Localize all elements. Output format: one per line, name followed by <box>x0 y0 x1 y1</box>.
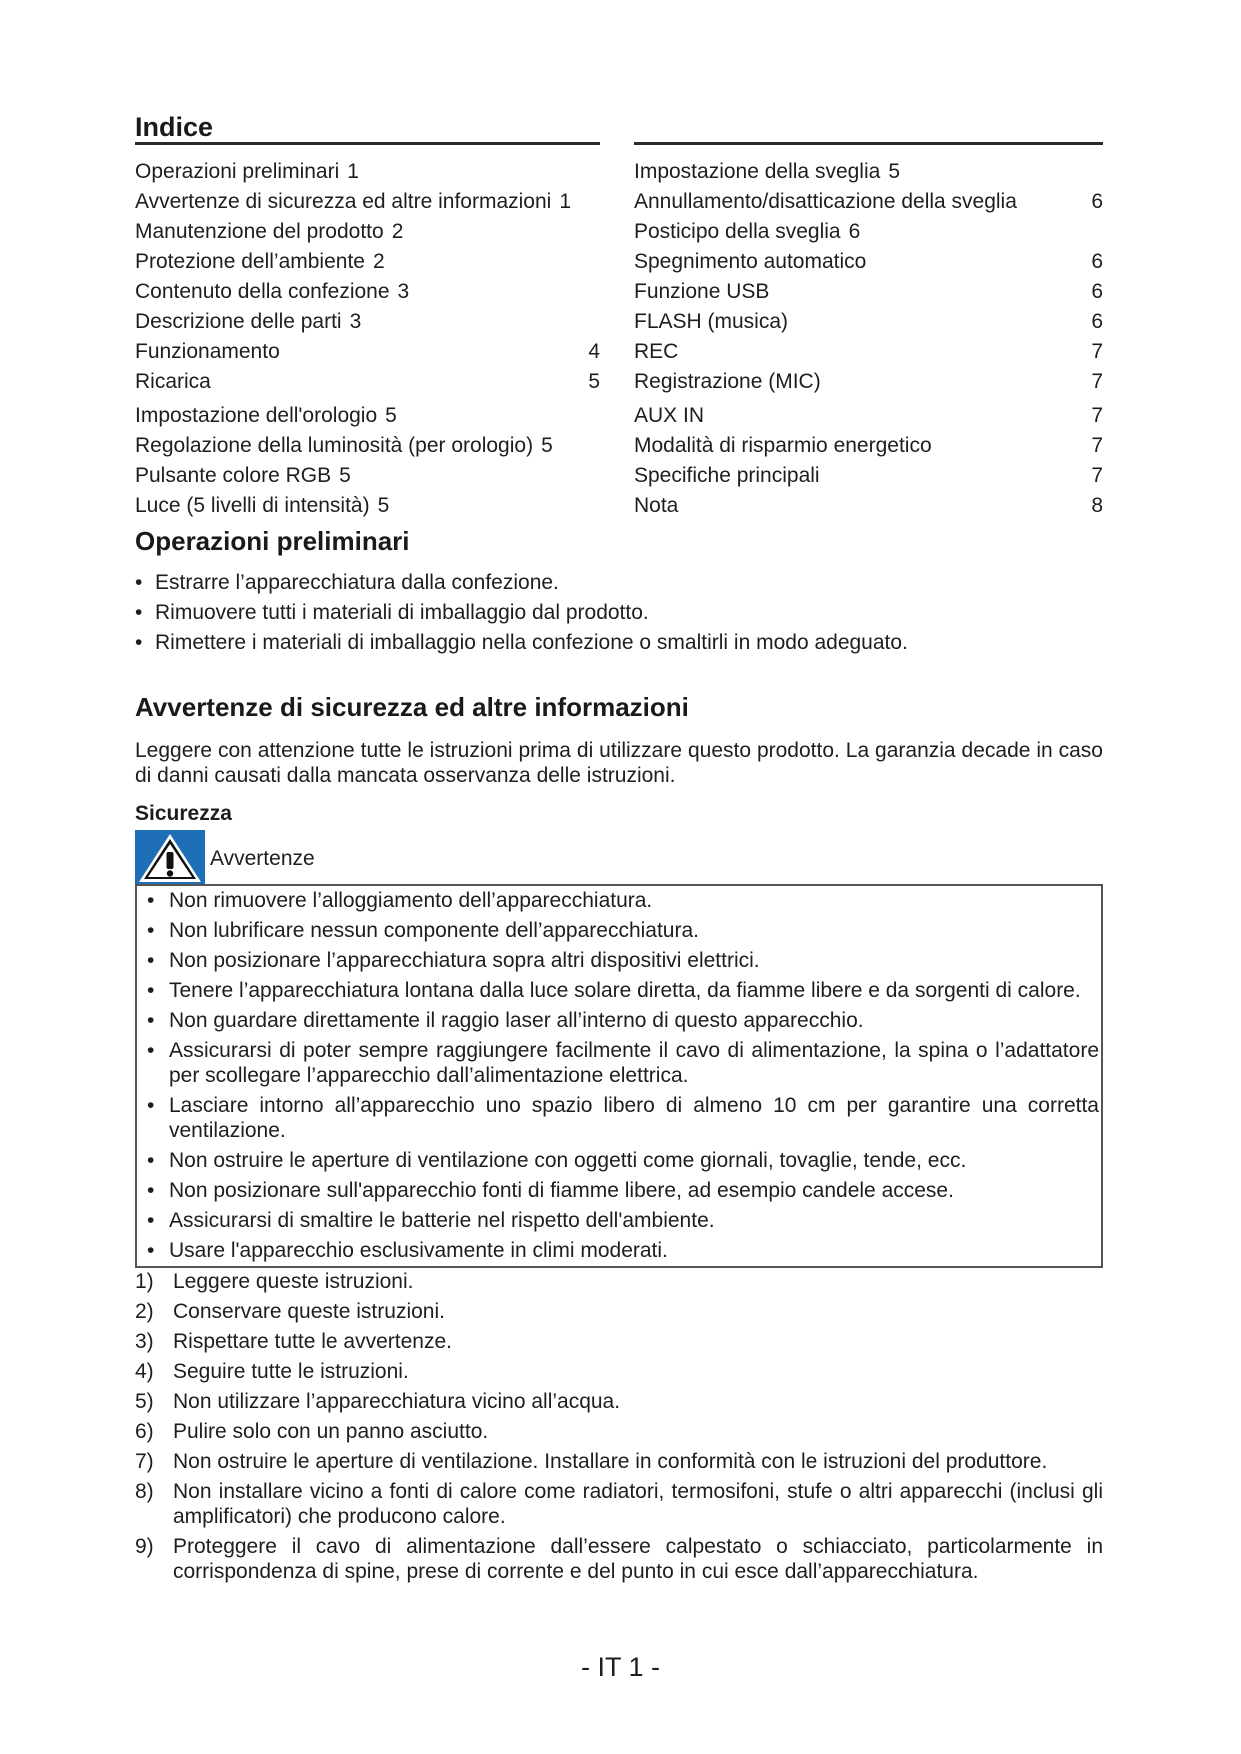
toc-entry-label: FLASH (musica) <box>634 310 789 333</box>
toc-entry-page: 3 <box>397 280 410 303</box>
warning-item: • Non rimuovere l’alloggiamento dell’apparecchiatura. <box>147 888 1099 913</box>
toc-entry-page: 5 <box>588 370 600 393</box>
toc-entry-page: 6 <box>1091 250 1103 273</box>
avvertenze-intro: Leggere con attenzione tutte le istruzioni prima di utilizzare questo prodotto. La garanzia decade in caso di danni causati dalla mancata osservanza delle istruzioni. <box>135 739 1103 787</box>
toc-entry-label: Spegnimento automatico <box>634 250 867 273</box>
warning-item: • Usare l'apparecchio esclusivamente in climi moderati. <box>147 1238 1099 1263</box>
toc-entry-label: Avvertenze di sicurezza ed altre informazioni <box>135 190 552 213</box>
toc-entry <box>634 367 1103 397</box>
toc-entry-label: Posticipo della sveglia <box>634 220 841 243</box>
toc-entry-page: 7 <box>1091 340 1103 363</box>
toc-entry-label: Funzione USB <box>634 280 770 303</box>
toc-entry-page: 2 <box>372 250 385 273</box>
toc-entry-page: 5 <box>541 434 553 457</box>
instruction-text: Non utilizzare l’apparecchiatura vicino all’acqua. <box>173 1390 621 1413</box>
toc-entry-label: Regolazione della luminosità (per orologio) <box>135 434 534 457</box>
toc-entry <box>634 217 1103 247</box>
toc-entry-label: Pulsante colore RGB <box>135 464 332 487</box>
toc-entry-label: AUX IN <box>634 404 705 427</box>
toc-entry-page: 2 <box>391 220 404 243</box>
toc-entry-page: 5 <box>377 494 390 517</box>
operazioni-list <box>135 568 1103 658</box>
instruction-text: Proteggere il cavo di alimentazione dall’essere calpestato o schiacciato, particolarmente in corrispondenza di spine, prese di corrente e del punto in cui esce dall’apparecchiatura. <box>173 1535 1103 1583</box>
toc-rule-left <box>135 142 600 145</box>
toc-entry <box>634 277 1103 307</box>
warning-item: • Assicurarsi di smaltire le batterie nel rispetto dell'ambiente. <box>147 1208 1099 1233</box>
toc-entry-page: 6 <box>1091 190 1103 213</box>
instructions-list <box>135 1269 1103 1589</box>
instruction-text: Non ostruire le aperture di ventilazione. Installare in conformità con le istruzioni del produttore. <box>173 1450 1048 1473</box>
warning-item: • Tenere l’apparecchiatura lontana dalla luce solare diretta, da fiamme libere e da sorgenti di calore. <box>147 978 1099 1003</box>
toc-entry-label: Contenuto della confezione <box>135 280 390 303</box>
operazioni-bullet: • Estrarre l’apparecchiatura dalla confezione. <box>135 568 1103 598</box>
warning-item: • Non lubrificare nessun componente dell’apparecchiatura. <box>147 918 1099 943</box>
toc-entry-label: Luce (5 livelli di intensità) <box>135 494 370 517</box>
toc-entry-page: 7 <box>1091 404 1103 427</box>
sicurezza-heading: Sicurezza <box>135 802 232 825</box>
warning-item: • Non guardare direttamente il raggio laser all’interno di questo apparecchio. <box>147 1008 1099 1033</box>
section-heading-operazioni: Operazioni preliminari <box>135 526 410 556</box>
toc-entry-page: 6 <box>1091 310 1103 333</box>
toc-entry-label: REC <box>634 340 679 363</box>
toc-entry-page: 3 <box>349 310 362 333</box>
toc-entry <box>634 247 1103 277</box>
toc-entry <box>135 431 600 461</box>
toc-entry-page: 8 <box>1091 494 1103 517</box>
toc-entry-page: 1 <box>559 190 571 213</box>
toc-entry <box>135 247 600 277</box>
instruction-item <box>135 1419 1103 1444</box>
toc-title: Indice <box>135 112 214 142</box>
instruction-item <box>135 1299 1103 1324</box>
toc-entry-page: 4 <box>588 340 600 363</box>
section-heading-avvertenze: Avvertenze di sicurezza ed altre informazioni <box>135 692 689 722</box>
toc-entry <box>135 187 600 217</box>
toc-entry <box>634 157 1103 187</box>
toc-column-left <box>135 157 600 521</box>
toc-entry-label: Descrizione delle parti <box>135 310 342 333</box>
toc-entry <box>135 157 600 187</box>
instruction-number: 3) <box>135 1330 154 1353</box>
toc-entry-page: 7 <box>1091 464 1103 487</box>
warning-item: • Non ostruire le aperture di ventilazione con oggetti come giornali, tovaglie, tende, ecc. <box>147 1148 1099 1173</box>
toc-entry-page: 5 <box>339 464 351 487</box>
toc-entry <box>634 491 1103 521</box>
instruction-item <box>135 1534 1103 1584</box>
toc-entry-label: Manutenzione del prodotto <box>135 220 384 243</box>
operazioni-bullet: • Rimuovere tutti i materiali di imballaggio dal prodotto. <box>135 598 1103 628</box>
toc-entry-page: 7 <box>1091 434 1103 457</box>
toc-entry <box>135 307 600 337</box>
toc-column-right <box>634 157 1103 521</box>
instruction-item <box>135 1449 1103 1474</box>
toc-entry-label: Funzionamento <box>135 340 280 363</box>
toc-entry-page: 6 <box>1091 280 1103 303</box>
toc-entry-label: Registrazione (MIC) <box>634 370 821 393</box>
instruction-item <box>135 1359 1103 1384</box>
instruction-number: 8) <box>135 1480 154 1503</box>
instruction-text: Leggere queste istruzioni. <box>173 1270 414 1293</box>
toc-entry-label: Specifiche principali <box>634 464 820 487</box>
toc-entry-label: Annullamento/disatticazione della sveglia <box>634 190 1017 213</box>
instruction-text: Seguire tutte le istruzioni. <box>173 1360 409 1383</box>
warning-item: • Non posizionare sull'apparecchio fonti di fiamme libere, ad esempio candele accese. <box>147 1178 1099 1203</box>
toc-entry <box>135 277 600 307</box>
toc-entry <box>135 461 600 491</box>
toc-entry-page: 1 <box>347 160 359 183</box>
toc-entry-label: Ricarica <box>135 370 211 393</box>
toc-entry-page: 6 <box>848 220 861 243</box>
toc-entry <box>135 401 600 431</box>
warning-item: • Assicurarsi di poter sempre raggiungere facilmente il cavo di alimentazione, la spina o l’adattatore per scollegare l’apparecchio dall’alimentazione elettrica. <box>147 1038 1099 1088</box>
instruction-text: Rispettare tutte le avvertenze. <box>173 1330 452 1353</box>
instruction-number: 9) <box>135 1535 154 1558</box>
warning-triangle-icon <box>135 830 205 884</box>
warning-box <box>135 884 1103 1268</box>
instruction-number: 5) <box>135 1390 154 1413</box>
instruction-number: 6) <box>135 1420 154 1443</box>
toc-entry <box>634 187 1103 217</box>
operazioni-bullet: • Rimettere i materiali di imballaggio nella confezione o smaltirli in modo adeguato. <box>135 628 1103 658</box>
toc-entry <box>135 337 600 367</box>
toc-entry-label: Protezione dell’ambiente <box>135 250 365 273</box>
instruction-item <box>135 1329 1103 1354</box>
warning-list <box>147 888 1099 1268</box>
instruction-text: Conservare queste istruzioni. <box>173 1300 445 1323</box>
instruction-number: 2) <box>135 1300 154 1323</box>
toc-entry <box>634 337 1103 367</box>
toc-rule-right <box>634 142 1103 145</box>
warning-item: • Lasciare intorno all’apparecchio uno spazio libero di almeno 10 cm per garantire una corretta ventilazione. <box>147 1093 1099 1143</box>
toc-entry-label: Modalità di risparmio energetico <box>634 434 932 457</box>
toc-entry <box>135 491 600 521</box>
instruction-number: 1) <box>135 1270 154 1293</box>
instruction-text: Non installare vicino a fonti di calore come radiatori, termosifoni, stufe o altri apparecchi (inclusi gli amplificatori) che producono calore. <box>173 1480 1103 1528</box>
toc-entry-page: 5 <box>385 404 397 427</box>
toc-entry <box>634 307 1103 337</box>
toc-entry-page: 7 <box>1091 370 1103 393</box>
warning-label: Avvertenze <box>210 847 315 870</box>
toc-entry-label: Impostazione dell'orologio <box>135 404 378 427</box>
toc-entry <box>634 461 1103 491</box>
toc-entry <box>634 431 1103 461</box>
instruction-number: 4) <box>135 1360 154 1383</box>
toc-entry <box>135 217 600 247</box>
page-number: - IT 1 - <box>580 1652 660 1682</box>
instruction-item <box>135 1269 1103 1294</box>
toc-entry-label: Operazioni preliminari <box>135 160 340 183</box>
toc-entry-label: Impostazione della sveglia <box>634 160 881 183</box>
instruction-item <box>135 1389 1103 1414</box>
instruction-text: Pulire solo con un panno asciutto. <box>173 1420 489 1443</box>
warning-item: • Non posizionare l’apparecchiatura sopra altri dispositivi elettrici. <box>147 948 1099 973</box>
toc-entry-label: Nota <box>634 494 679 517</box>
instruction-item <box>135 1479 1103 1529</box>
instruction-number: 7) <box>135 1450 154 1473</box>
toc-entry <box>135 367 600 397</box>
toc-entry <box>634 401 1103 431</box>
toc-entry-page: 5 <box>888 160 900 183</box>
